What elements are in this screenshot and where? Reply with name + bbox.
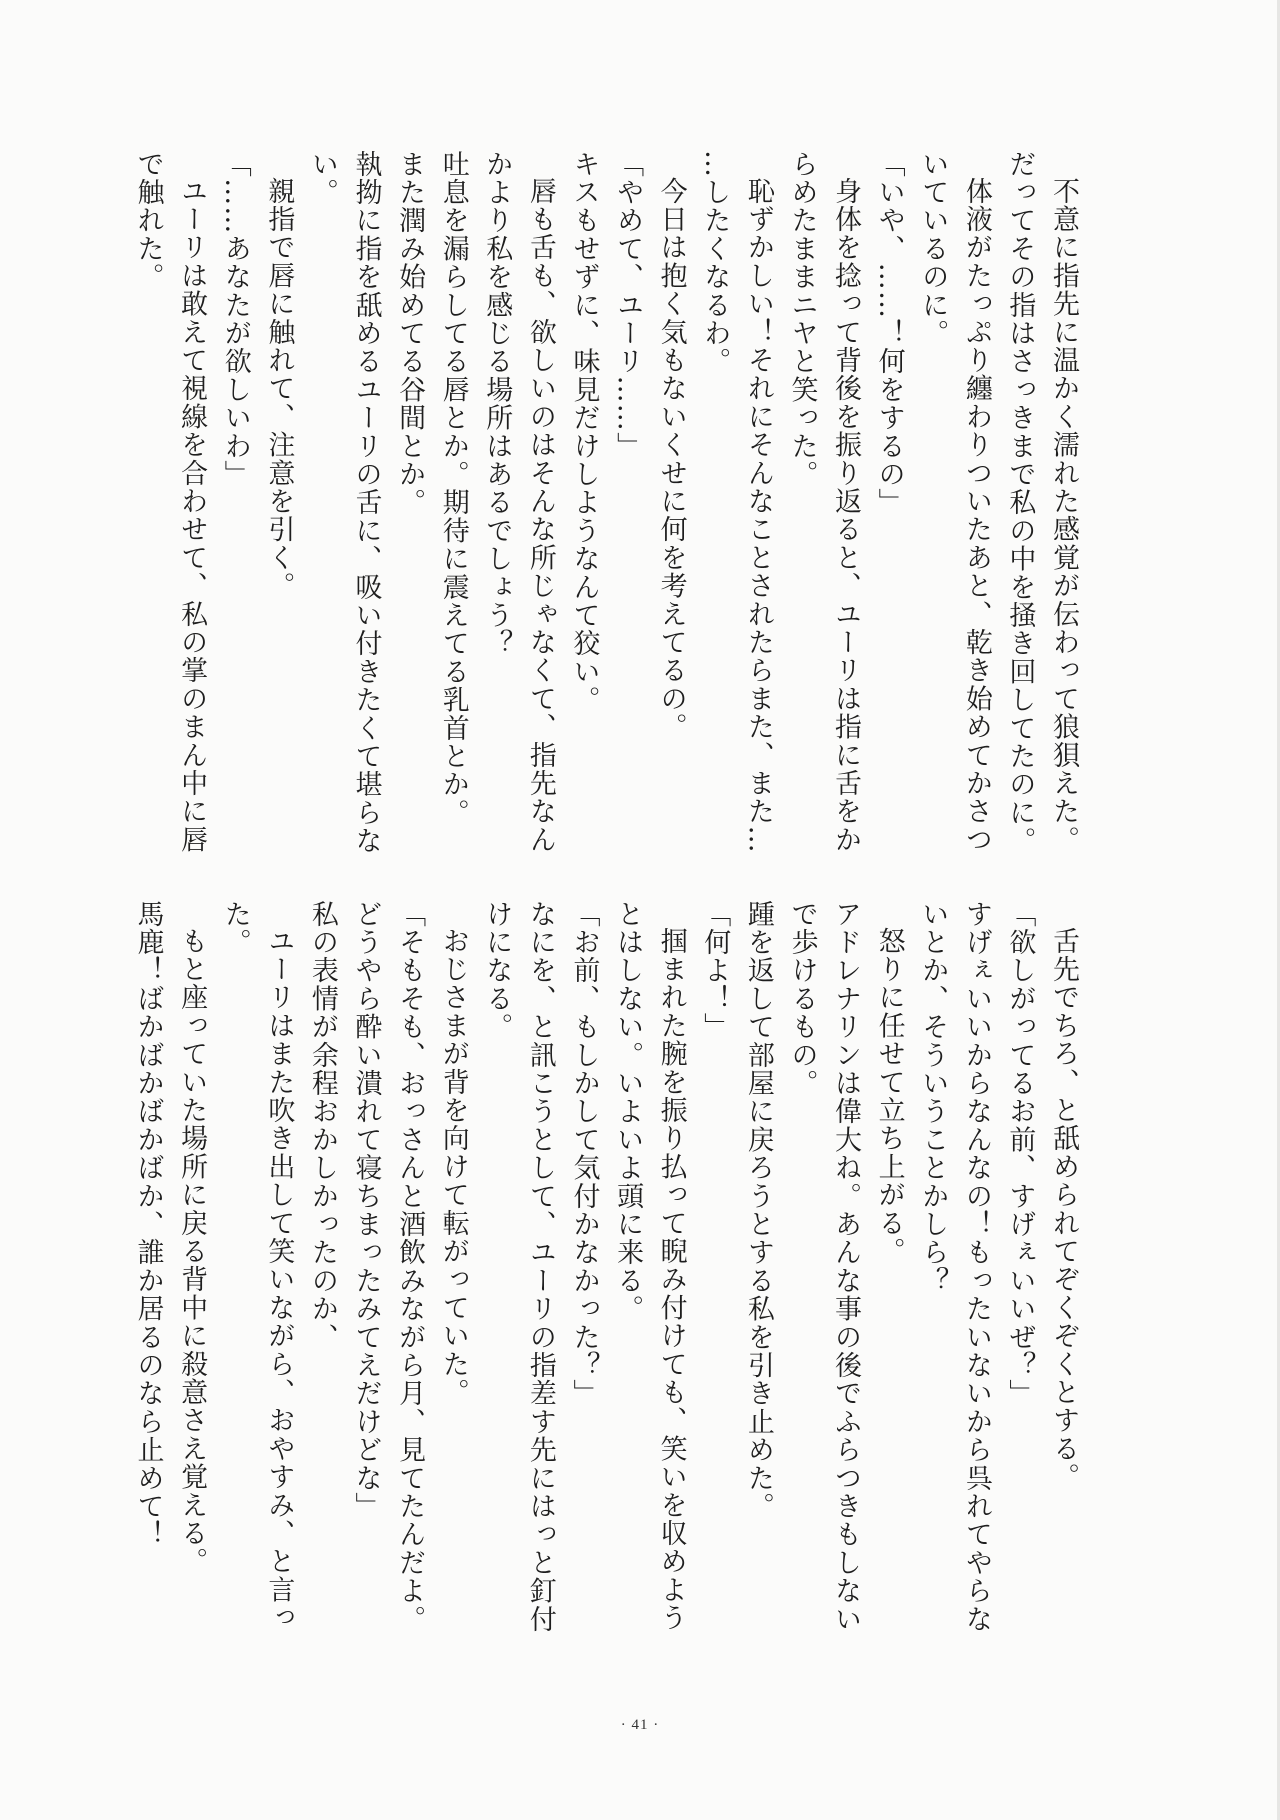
lower-paragraph: 「欲しがってるお前、すげぇいいぜ？」 (1004, 900, 1036, 1408)
upper-paragraph: ユーリは敢えて視線を合わせて、私の掌のまん中に唇で触れた。 (132, 150, 208, 854)
page-number: · 41 · (620, 1717, 660, 1733)
upper-paragraph: 唇も舌も、欲しいのはそんな所じゃなくて、指先なんかより私を感じる場所はあるでしょう？ (481, 150, 556, 854)
lower-paragraph: ユーリはまた吹き出して笑いながら、おやすみ、と言った。 (219, 900, 295, 1632)
upper-paragraph: 不意に指先に温かく濡れた感覚が伝わって狼狽えた。 (1048, 177, 1079, 854)
lower-paragraph: 私の表情が余程おかしかったのか、 (306, 900, 338, 1352)
upper-paragraph: 身体を捻って背後を振り返ると、ユーリは指に舌をからめたままニヤと笑った。 (786, 150, 862, 854)
upper-text-block (125, 150, 1085, 870)
lower-paragraph: アドレナリンは偉大ね。あんな事の後でふらつきもしないで歩けるもの。 (786, 900, 862, 1634)
upper-paragraph: だってその指はさっきまで私の中を掻き回してたのに。 (1004, 150, 1036, 855)
lower-paragraph: 「そもそも、おっさんと酒飲みながら月、見てたんだよ。 (394, 900, 426, 1634)
lower-paragraph: 怒りに任せて立ち上がる。 (873, 927, 905, 1266)
lower-paragraph: おじさまが背を向けて転がっていた。 (437, 927, 469, 1407)
lower-paragraph: どうやら酔い潰れて寝ちまったみてえだけどな」 (350, 900, 382, 1521)
upper-paragraph: 「やめて、ユーリ……」 (612, 150, 644, 461)
upper-paragraph: キスもせずに、味見だけしようなんて狡い。 (568, 150, 600, 714)
upper-paragraph: また潤み始めてる谷間とか。 (394, 150, 426, 517)
lower-paragraph: 馬鹿！ばかばかばかばか、誰か居るのなら止めて！ (132, 900, 164, 1549)
upper-paragraph: 恥ずかしい！それにそんなことされたらまた、また……したくなるわ。 (699, 150, 774, 854)
upper-paragraph: 今日は抱く気もないくせに何を考えてるの。 (655, 177, 687, 741)
lower-paragraph: もと座っていた場所に戻る背中に殺意さえ覚える。 (176, 927, 208, 1576)
upper-paragraph: 「いや、……！何をするの」 (873, 150, 905, 517)
upper-paragraph: 「……あなたが欲しいわ」 (219, 150, 251, 489)
upper-paragraph: 吐息を漏らしてる唇とか。期待に震えてる乳首とか。 (437, 150, 469, 827)
upper-paragraph: 体液がたっぷり纏わりついたあと、乾き始めてかさついているのに。 (917, 150, 992, 854)
lower-paragraph: 踵を返して部屋に戻ろうとする私を引き止めた。 (742, 900, 774, 1521)
lower-paragraph: 「何よ！」 (699, 900, 731, 1041)
lower-paragraph: 「お前、もしかして気付かなかった？」 (568, 900, 600, 1408)
upper-paragraph: 執拗に指を舐めるユーリの舌に、吸い付きたくて堪らない。 (306, 150, 382, 855)
upper-paragraph: 親指で唇に触れて、注意を引く。 (263, 177, 295, 600)
lower-paragraph: なにを、と訊こうとして、ユーリの指差す先にはっと釘付けになる。 (481, 900, 556, 1634)
lower-paragraph: すげぇいいからなんなの！もったいないから呉れてやらないとか、そういうことかしら？ (917, 900, 992, 1634)
lower-paragraph: 舌先でちろ、と舐められてぞくぞくとする。 (1048, 927, 1079, 1491)
lower-text-block (125, 900, 1085, 1640)
lower-paragraph: 掴まれた腕を振り払って睨み付けても、笑いを収めようとはしない。いよいよ頭に来る。 (612, 900, 687, 1632)
